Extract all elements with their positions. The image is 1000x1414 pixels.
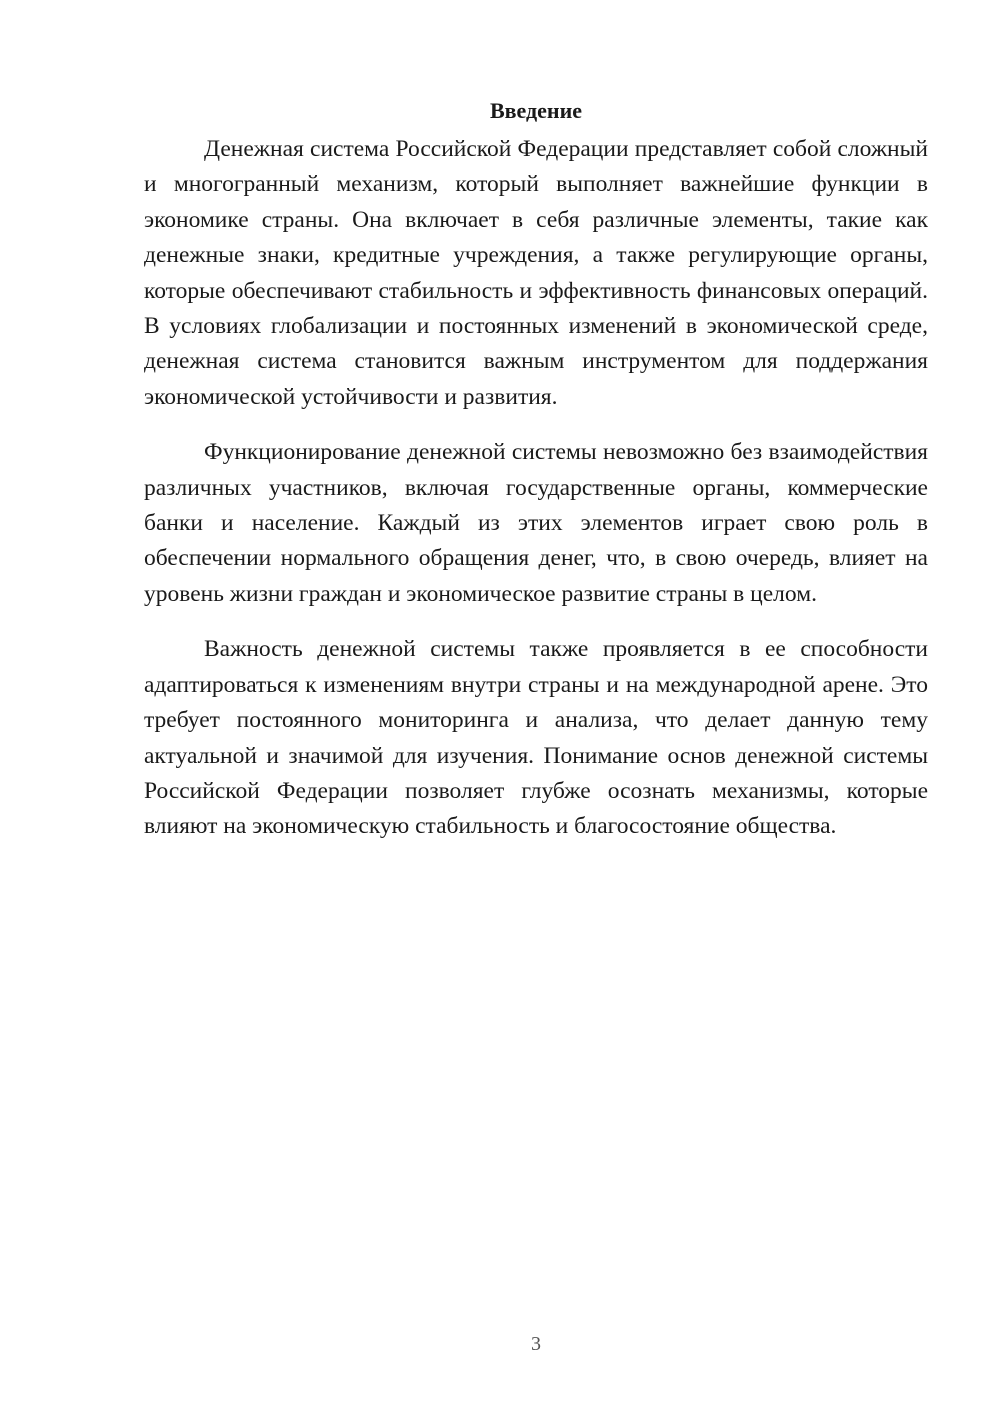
page-content bbox=[144, 92, 928, 845]
page-number: 3 bbox=[531, 1333, 541, 1355]
section-title: Введение bbox=[489, 98, 583, 123]
paragraph-1: Денежная система Российской Федерации представляет собой сложный и многогранный механизм, который выполняет важнейшие функции в экономике страны. Она включает в себя различные элементы, такие как денежные знаки, кредитные учреждения, а также регулирующие органы, которые обеспечивают стабильность и эффективность финансовых операций. В условиях глобализации и постоянных изменений в экономической среде, денежная система становится важным инструментом для поддержания экономической устойчивости и развития. bbox=[144, 136, 928, 410]
paragraph-2: Функционирование денежной системы невозможно без взаимодействия различных участников, включая государственные органы, коммерческие банки и население. Каждый из этих элементов играет свою роль в обеспечении нормального обращения денег, что, в свою очередь, влияет на уровень жизни граждан и экономическое развитие страны в целом. bbox=[144, 439, 928, 607]
paragraph-3: Важность денежной системы также проявляется в ее способности адаптироваться к изменениям внутри страны и на международной арене. Это требует постоянного мониторинга и анализа, что делает данную тему актуальной и значимой для изучения. Понимание основ денежной системы Российской Федерации позволяет глубже осознать механизмы, которые влияют на экономическую стабильность и благосостояние общества. bbox=[144, 636, 928, 840]
